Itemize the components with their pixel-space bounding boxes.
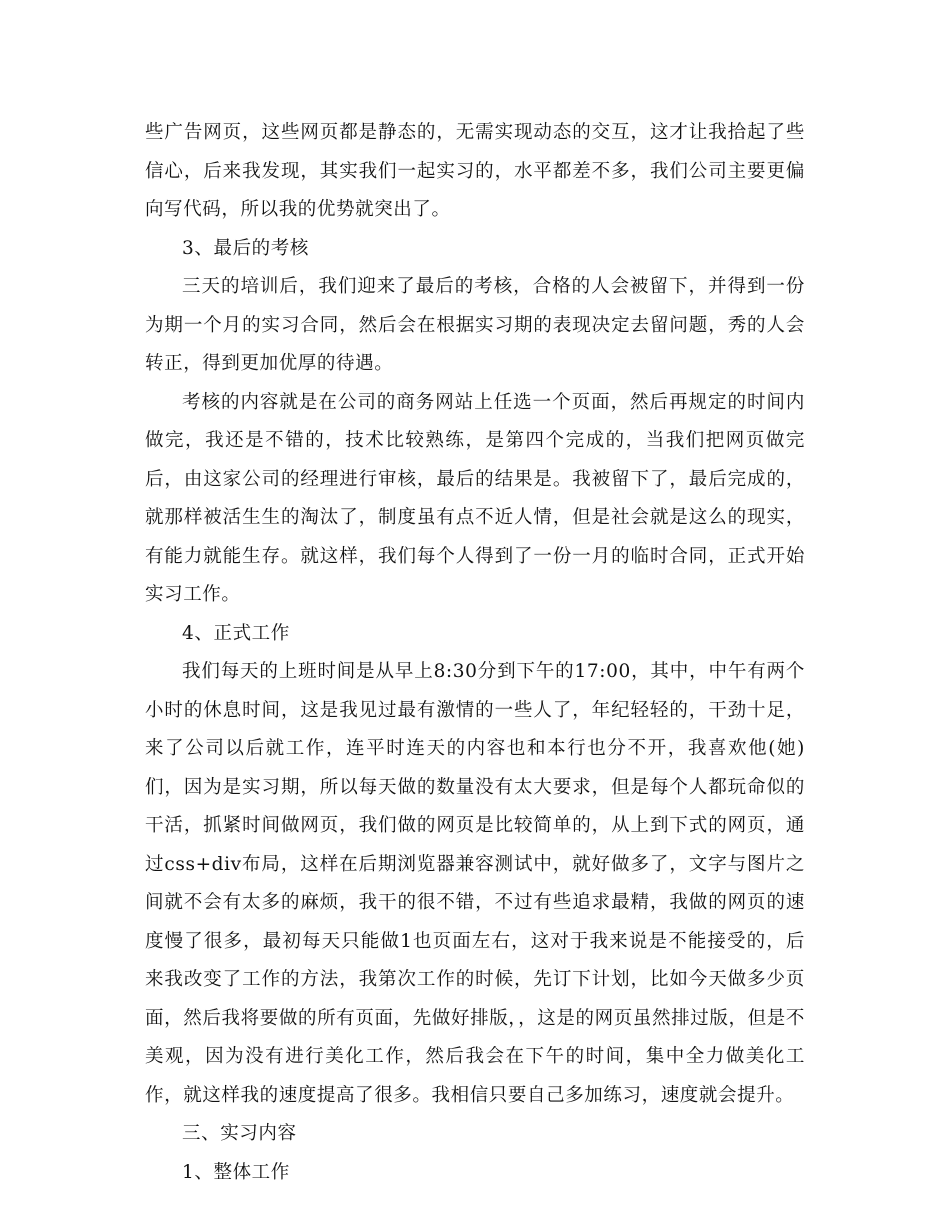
section-heading-final-assessment: 3、最后的考核 bbox=[182, 237, 309, 259]
paragraph-continuation: 些广告网页，这些网页都是静态的，无需实现动态的交互，这才让我拾起了些信心，后来我发现，其实我们一起实习的，水平都差不多，我们公司主要更偏向写代码，所以我的优势就突出了。 bbox=[145, 122, 805, 220]
document-body bbox=[145, 114, 805, 1192]
section-heading-internship-content: 三、实习内容 bbox=[182, 1123, 297, 1144]
paragraph-work-schedule: 我们每天的上班时间是从早上8:30分到下午的17:00，其中，中午有两个小时的休息时间，这是我见过最有激情的一些人了，年纪轻轻的，干劲十足，来了公司以后就工作，连平时连天的内容也和本行也分不开，我喜欢他(她)们，因为是实习期，所以每天做的数量没有太大要求，但是每个人都玩命似的干活，抓紧时间做网页，我们做的网页是比较简单的，从上到下式的网页，通过css+div布局，这样在后期浏览器兼容测试中，就好做多了，文字与图片之间就不会有太多的麻烦，我干的很不错，不过有些追求最精，我做的网页的速度慢了很多，最初每天只能做1也页面左右，这对于我来说是不能接受的，后来我改变了工作的方法，我第次工作的时候，先订下计划，比如今天做多少页面，然后我将要做的所有页面，先做好排版，，这是的网页虽然排过版，但是不美观，因为没有进行美化工作，然后我会在下午的时间，集中全力做美化工作，就这样我的速度提高了很多。我相信只要自己多加练习，速度就会提升。 bbox=[145, 661, 805, 1106]
paragraph-assessment-content: 考核的内容就是在公司的商务网站上任选一个页面，然后再规定的时间内做完，我还是不错的，技术比较熟练，是第四个完成的，当我们把网页做完后，由这家公司的经理进行审核，最后的结果是。我被留下了，最后完成的，就那样被活生生的淘汰了，制度虽有点不近人情，但是社会就是这么的现实，有能力就能生存。就这样，我们每个人得到了一份一月的临时合同，正式开始实习工作。 bbox=[145, 391, 805, 605]
section-heading-formal-work: 4、正式工作 bbox=[182, 622, 290, 644]
section-heading-overall-work: 1、整体工作 bbox=[182, 1161, 290, 1183]
paragraph-training-assessment: 三天的培训后，我们迎来了最后的考核，合格的人会被留下，并得到一份为期一个月的实习合同，然后会在根据实习期的表现决定去留问题，秀的人会转正，得到更加优厚的待遇。 bbox=[145, 276, 805, 374]
